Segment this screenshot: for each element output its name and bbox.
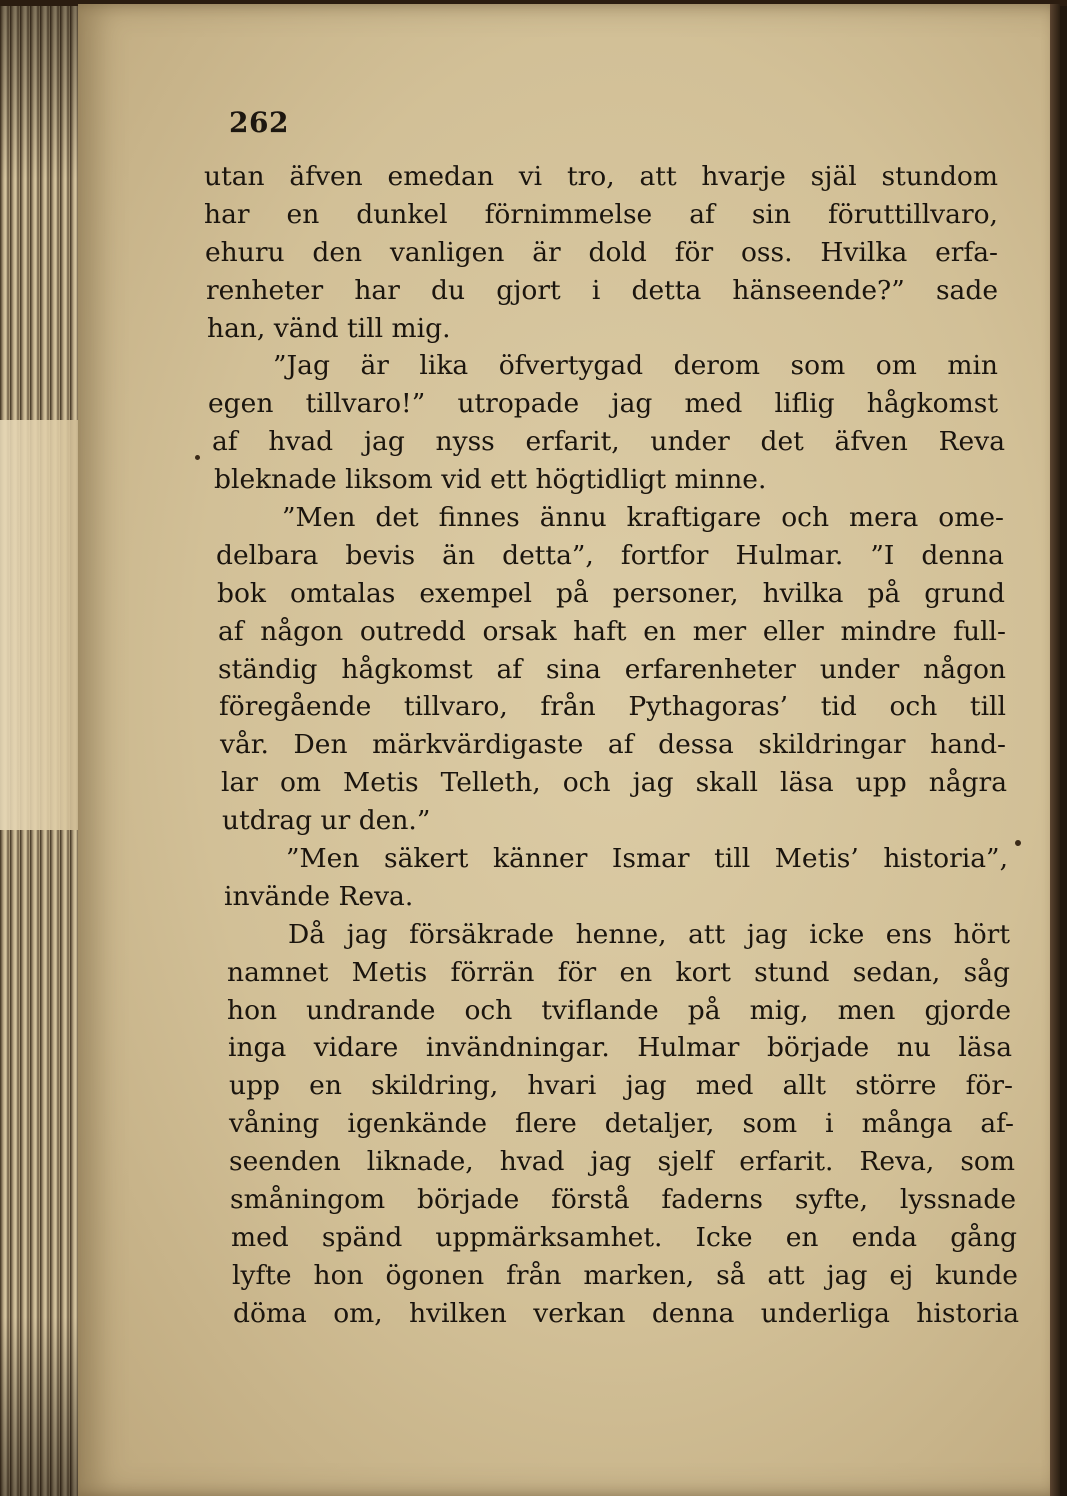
text-line: egen tillvaro!” utropade jag med liflig hågkomst — [208, 388, 998, 420]
text-line: inga vidare invändningar. Hulmar började nu läsa — [228, 1032, 1012, 1064]
text-line: hon undrande och tviflande på mig, men gjorde — [227, 994, 1011, 1026]
text-line: vår. Den märkvärdigaste af dessa skildringar hand- — [220, 729, 1006, 761]
text-line: våning igenkände flere detaljer, som i många af- — [229, 1108, 1014, 1140]
text-line: af någon outredd orsak haft en mer eller mindre full- — [218, 615, 1006, 647]
text-line: invände Reva. — [224, 880, 414, 912]
text-line: döma om, hvilken verkan denna underliga historia — [233, 1297, 1019, 1329]
paper-speck — [195, 455, 200, 460]
text-line: utan äfven emedan vi tro, att hvarje själ stundom — [204, 161, 998, 192]
text-line: renheter har du gjort i detta hänseende?” sade — [206, 274, 998, 306]
text-line: upp en skildring, hvari jag med allt större för- — [229, 1070, 1013, 1102]
text-line: ”Jag är lika öfvertygad derom som om min — [273, 350, 998, 382]
text-line: föregående tillvaro, från Pythagoras’ tid och till — [219, 691, 1006, 723]
text-line: utdrag ur den.” — [222, 805, 431, 837]
text-line: seenden liknade, hvad jag sjelf erfarit. Reva, som — [229, 1146, 1015, 1178]
text-line: ”Men det finnes ännu kraftigare och mera ome- — [282, 502, 1004, 534]
text-line: Då jag försäkrade henne, att jag icke ens hört — [288, 918, 1010, 950]
paper-speck — [1015, 840, 1021, 846]
text-line: af hvad jag nyss erfarit, under det äfven Reva — [212, 426, 1005, 458]
body-text — [198, 158, 1019, 1333]
text-line: bleknade liksom vid ett högtidligt minne. — [214, 464, 767, 496]
text-line: ständig hågkomst af sina erfarenheter under någon — [218, 653, 1006, 685]
text-line: har en dunkel förnimmelse af sin föruttillvaro, — [204, 198, 998, 230]
text-line: lyfte hon ögonen från marken, så att jag ej kunde — [232, 1259, 1018, 1291]
page-number: 262 — [229, 106, 289, 139]
text-line: ehuru den vanligen är dold för oss. Hvilka erfa- — [205, 236, 998, 268]
text-line: bok omtalas exempel på personer, hvilka på grund — [217, 577, 1005, 609]
text-line: lar om Metis Telleth, och jag skall läsa upp några — [221, 767, 1007, 799]
text-line: med spänd uppmärksamhet. Icke en enda gång — [231, 1221, 1017, 1253]
text-line: ”Men säkert känner Ismar till Metis’ historia”, — [286, 843, 1008, 875]
text-line: delbara bevis än detta”, fortfor Hulmar. ”I denna — [216, 539, 1004, 571]
text-line: han, vänd till mig. — [207, 312, 451, 344]
page-right-shadow — [1050, 4, 1060, 1496]
text-line: småningom började förstå faderns syfte, lyssnade — [230, 1184, 1016, 1216]
text-line: namnet Metis förrän för en kort stund sedan, såg — [227, 956, 1010, 988]
